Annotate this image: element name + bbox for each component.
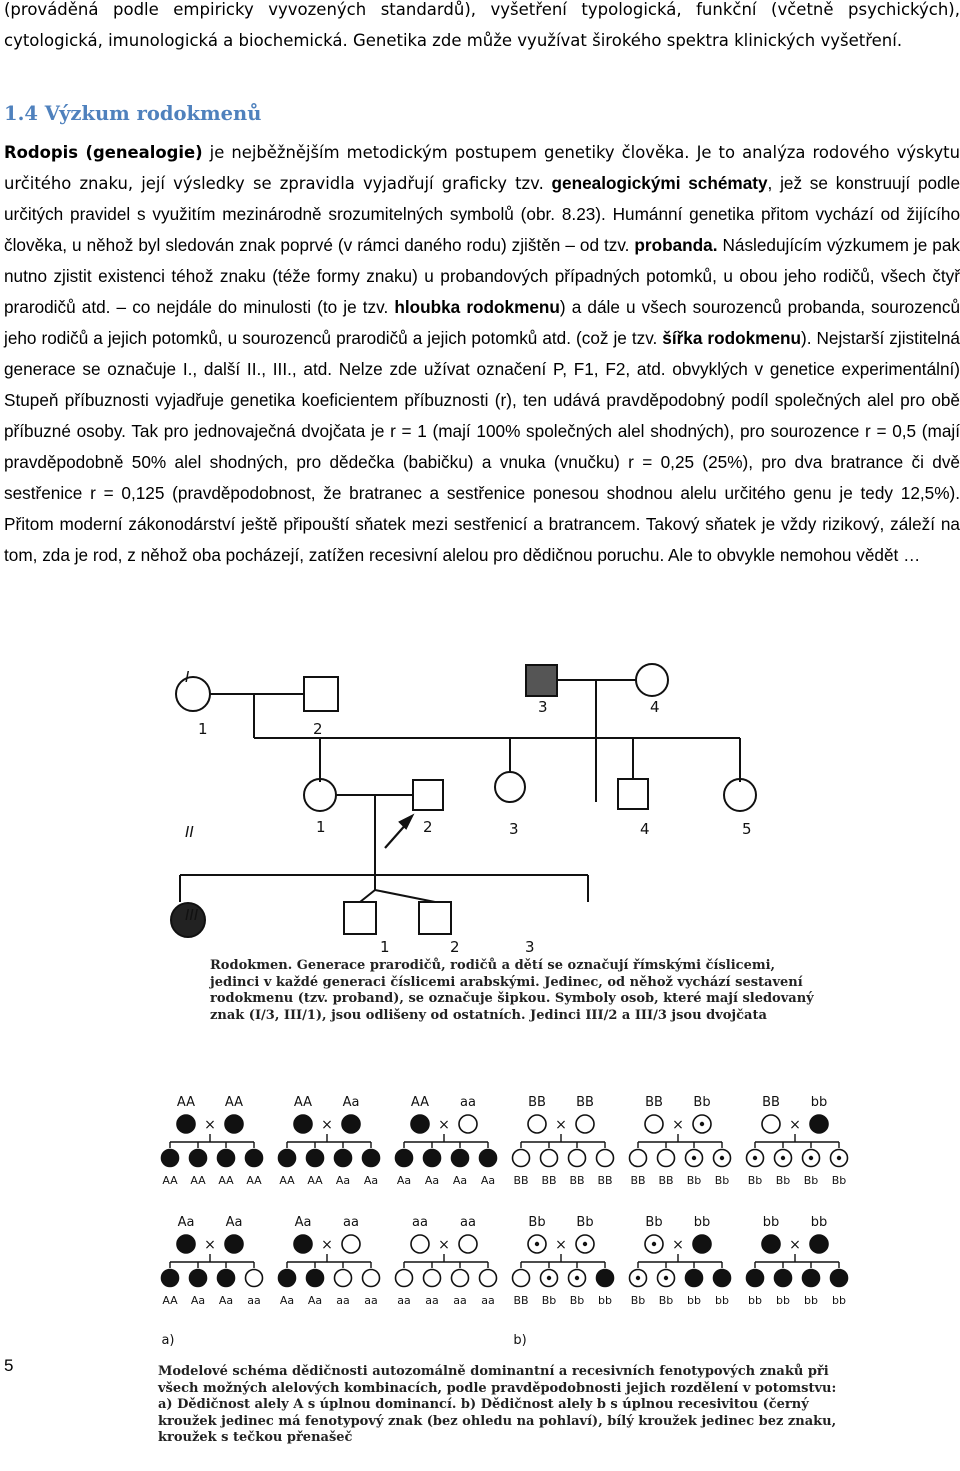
child-symbol [218, 1270, 235, 1287]
child-symbol [246, 1270, 263, 1287]
parent-symbol [693, 1235, 711, 1253]
generation-label-II: II [185, 823, 194, 841]
child-genotype-label: AA [190, 1174, 206, 1187]
gen1-number-2: 2 [313, 720, 323, 738]
generation-label-III: III [185, 906, 199, 924]
cross-icon: × [438, 1117, 450, 1133]
cross-icon: × [672, 1117, 684, 1133]
child-genotype-label: Bb [569, 1294, 585, 1307]
child-symbol [714, 1270, 731, 1287]
gen2-number-5: 5 [742, 820, 752, 838]
child-genotype-label: bb [804, 1294, 818, 1307]
parent-symbol [810, 1235, 828, 1253]
child-symbol-dot [692, 1156, 696, 1160]
child-symbol [831, 1270, 848, 1287]
gen2-number-2: 2 [423, 818, 433, 836]
child-symbol [658, 1150, 675, 1167]
parent-genotype-label: Bb [693, 1095, 711, 1110]
child-symbol [452, 1270, 469, 1287]
child-genotype-label: aa [247, 1294, 261, 1307]
child-symbol [424, 1270, 441, 1287]
child-symbol [424, 1150, 441, 1167]
pedigree-female-II-3 [495, 772, 525, 802]
term-genealogicke-schema: genealogickými schématy [543, 173, 768, 193]
part-label-b: b) [513, 1333, 527, 1348]
parent-genotype-label: BB [645, 1095, 663, 1110]
child-symbol [630, 1150, 647, 1167]
pedigree-male-II-4 [618, 779, 648, 809]
cross-icon: × [204, 1117, 216, 1133]
parent-symbol [411, 1115, 429, 1133]
parent-symbol [342, 1235, 360, 1253]
child-genotype-label: bb [715, 1294, 729, 1307]
cross-icon: × [555, 1237, 567, 1253]
parent-symbol [294, 1115, 312, 1133]
pedigree-affected-male-I-3 [526, 665, 557, 696]
term-sirka: šířka rodokmenu [657, 328, 802, 348]
parent-genotype-label: AA [224, 1095, 244, 1110]
parent-genotype-label: Bb [645, 1215, 663, 1230]
child-symbol-dot [809, 1156, 813, 1160]
cross-icon: × [789, 1117, 801, 1133]
parent-symbol [810, 1115, 828, 1133]
child-symbol [279, 1150, 296, 1167]
child-symbol [480, 1270, 497, 1287]
child-symbol [396, 1150, 413, 1167]
child-genotype-label: Bb [775, 1174, 791, 1187]
child-symbol-dot [575, 1276, 579, 1280]
pedigree-caption: Rodokmen. Generace prarodičů, rodičů a dětí se označují římskými číslicemi, jedinci v každé generaci číslicemi arabskými. Jedinec, od něhož vychází sestavení rodokmenu (tzv. proband), se označuje šipkou. Symboly osob, které mají sledovaný znak (I/3, III/1), jsou odlišeny od ostatních. Jedinci III/2 a III/3 jsou dvojčata [210, 958, 814, 1023]
child-genotype-label: Aa [396, 1174, 412, 1187]
parent-genotype-label: AA [410, 1095, 430, 1110]
gen3-number-2: 2 [450, 938, 460, 956]
pedigree-female-II-1 [304, 779, 336, 811]
child-genotype-label: BB [630, 1174, 646, 1187]
child-genotype-label: BB [658, 1174, 674, 1187]
child-symbol [218, 1150, 235, 1167]
child-genotype-label: BB [513, 1174, 529, 1187]
parent-genotype-label: bb [810, 1095, 828, 1110]
section-title: Výzkum rodokmenů [44, 102, 262, 125]
cross-icon: × [672, 1237, 684, 1253]
child-genotype-label: Aa [480, 1174, 496, 1187]
parent-genotype-label: AA [176, 1095, 196, 1110]
parent-genotype-label: BB [762, 1095, 780, 1110]
gen1-number-4: 4 [650, 698, 660, 716]
child-symbol [775, 1270, 792, 1287]
gen3-number-1: 1 [380, 938, 390, 956]
child-genotype-label: AA [162, 1294, 178, 1307]
child-symbol-dot [837, 1156, 841, 1160]
child-genotype-label: Bb [831, 1174, 847, 1187]
child-genotype-label: bb [832, 1294, 846, 1307]
child-symbol [686, 1270, 703, 1287]
child-symbol [452, 1150, 469, 1167]
cross-icon: × [438, 1237, 450, 1253]
child-symbol-dot [664, 1276, 668, 1280]
parent-symbol-dot [583, 1242, 587, 1246]
parent-symbol [645, 1115, 663, 1133]
child-genotype-label: Bb [803, 1174, 819, 1187]
child-genotype-label: Bb [686, 1174, 702, 1187]
child-genotype-label: AA [246, 1174, 262, 1187]
part-label-a: a) [161, 1333, 175, 1348]
child-genotype-label: BB [541, 1174, 557, 1187]
parent-genotype-label: bb [693, 1215, 711, 1230]
cross-icon: × [321, 1237, 333, 1253]
child-symbol [747, 1270, 764, 1287]
cross-icon: × [555, 1117, 567, 1133]
child-genotype-label: BB [597, 1174, 613, 1187]
child-symbol [597, 1150, 614, 1167]
parent-genotype-label: bb [810, 1215, 828, 1230]
parent-genotype-label: aa [460, 1095, 476, 1110]
parent-genotype-label: AA [293, 1095, 313, 1110]
parent-genotype-label: BB [528, 1095, 546, 1110]
child-symbol [307, 1270, 324, 1287]
main-paragraph [4, 137, 960, 571]
child-symbol [513, 1270, 530, 1287]
inheritance-diagram [150, 1086, 862, 1356]
child-genotype-label: AA [279, 1174, 295, 1187]
term-probanda: probanda. [629, 235, 718, 255]
cross-icon: × [321, 1117, 333, 1133]
child-genotype-label: AA [162, 1174, 178, 1187]
child-genotype-label: bb [748, 1294, 762, 1307]
parent-genotype-label: aa [460, 1215, 476, 1230]
gen3-number-3: 3 [525, 938, 535, 956]
parent-genotype-label: Bb [576, 1215, 594, 1230]
parent-symbol-dot [700, 1122, 704, 1126]
child-genotype-label: Bb [658, 1294, 674, 1307]
parent-symbol-dot [535, 1242, 539, 1246]
parent-symbol [411, 1235, 429, 1253]
parent-symbol [576, 1115, 594, 1133]
term-rodopis: Rodopis (genealogie) [4, 143, 203, 162]
child-symbol [279, 1270, 296, 1287]
parent-genotype-label: bb [762, 1215, 780, 1230]
parent-symbol [177, 1115, 195, 1133]
gen2-number-1: 1 [316, 818, 326, 836]
child-genotype-label: aa [336, 1294, 350, 1307]
inheritance-figure [150, 1086, 862, 1466]
child-genotype-label: bb [687, 1294, 701, 1307]
child-symbol-dot [720, 1156, 724, 1160]
child-symbol-dot [781, 1156, 785, 1160]
parent-genotype-label: Aa [342, 1095, 360, 1110]
child-genotype-label: Aa [190, 1294, 206, 1307]
parent-genotype-label: Bb [528, 1215, 546, 1230]
child-symbol [363, 1150, 380, 1167]
pedigree-female-I-1 [176, 677, 210, 711]
parent-symbol [459, 1235, 477, 1253]
text-s2: , jež se konstruují podle určitých pravidel s využitím mezinárodně srozumitelných symbolů (obr. 8.23). Humánní genetika přitom vychází od žijícího člověka, u něhož byl sledován znak poprvé (v rámci daného rodu) zjištěn – od tzv. [4, 173, 960, 255]
pedigree-female-II-5 [724, 779, 756, 811]
child-genotype-label: aa [364, 1294, 378, 1307]
child-genotype-label: BB [513, 1294, 529, 1307]
gen1-number-3: 3 [538, 698, 548, 716]
cross-icon: × [204, 1237, 216, 1253]
child-symbol [246, 1150, 263, 1167]
pedigree-diagram [130, 662, 856, 962]
gen2-number-3: 3 [509, 820, 519, 838]
child-genotype-label: Bb [747, 1174, 763, 1187]
child-genotype-label: aa [397, 1294, 411, 1307]
pedigree-male-III-3 [419, 902, 451, 934]
child-genotype-label: Bb [630, 1294, 646, 1307]
child-genotype-label: aa [425, 1294, 439, 1307]
child-genotype-label: Aa [424, 1174, 440, 1187]
pedigree-male-III-2 [344, 902, 376, 934]
intro-paragraph: (prováděná podle empiricky vyvozených standardů), vyšetření typologická, funkční (včetně psychických), cytologická, imunologická a biochemická. Genetika zde může využívat širokého spektra klinických vyšetření. [4, 0, 960, 50]
child-genotype-label: Aa [279, 1294, 295, 1307]
parent-symbol [762, 1235, 780, 1253]
child-genotype-label: aa [481, 1294, 495, 1307]
parent-genotype-label: aa [412, 1215, 428, 1230]
child-genotype-label: Aa [363, 1174, 379, 1187]
parent-symbol [177, 1235, 195, 1253]
child-symbol [162, 1150, 179, 1167]
pedigree-male-I-2 [304, 677, 338, 711]
text-s1: je nejběžnějším metodickým postupem genetiky člověka. Je to analýza rodového výskytu určitého znaku, její výsledky se zpravidla vyjadřují graficky tzv. [4, 143, 960, 193]
child-symbol [597, 1270, 614, 1287]
text-s5: ). Nejstarší zjistitelná generace se označuje I., další II., III., atd. Nelze zde užívat označení P, F1, F2, atd. obvyklých v genetice experimentální) Stupeň příbuznosti vyjadřuje genetika koeficientem příbuznosti (r), ten udává pravděpodobný podíl společných alel pro obě příbuzné osoby. Tak pro jednovaječná dvojčata je r = 1 (mají 100% společných alel shodných), pro sourozence r = 0,5 (mají pravděpodobně 50% alel shodných, pro dědečka (babičku) a vnuka (vnučku) r = 0,25 (25%), pro dva bratrance či dvě sestřenice r = 0,125 (pravděpodobnost, že bratranec a sestřenice ponesou shodnou alelu určitého genu je tedy 12,5%). Přitom moderní zákonodárství ještě připouští sňatek mezi sestřenicí a bratrancem. Takový sňatek je vždy rizikový, záleží na tom, zda je rod, z něhož oba pocházejí, zatížen recesivní alelou pro dědičnou poruchu. Ale to obvykle nemohou vědět … [4, 328, 960, 565]
pedigree-figure [130, 662, 856, 1046]
pedigree-proband-II-2 [413, 780, 443, 810]
text-s3: Následujícím výzkumem je pak nutno zjistit existenci téhož znaku (téže formy znaku) u probandových případných potomků, u obou jeho rodičů, všech čtyř prarodičů atd. – co nejdále do minulosti (to je tzv. [4, 235, 960, 317]
child-symbol [396, 1270, 413, 1287]
child-genotype-label: bb [598, 1294, 612, 1307]
term-hloubka: hloubka rodokmenu [388, 297, 560, 317]
child-genotype-label: Aa [307, 1294, 323, 1307]
gen1-number-1: 1 [198, 720, 208, 738]
proband-arrow-icon [385, 816, 412, 848]
section-number: 1.4 [4, 102, 38, 125]
child-symbol-dot [753, 1156, 757, 1160]
child-symbol [335, 1270, 352, 1287]
child-genotype-label: Bb [541, 1294, 557, 1307]
child-genotype-label: Bb [714, 1174, 730, 1187]
parent-genotype-label: BB [576, 1095, 594, 1110]
inheritance-caption: Modelové schéma dědičnosti autozomálně dominantní a recesivních fenotypových znaků při všech možných alelových kombinacích, podle pravděpodobnosti jejich rozdělení v potomstvu: a) Dědičnost alely A s úplnou dominancí. b) Dědičnost alely b s úplnou recesivitou (černý kroužek jedinec má fenotypový znak (bez ohledu na pohlaví), bílý kroužek jedinec bez znaku, kroužek s tečkou přenašeč [158, 1364, 837, 1445]
cross-icon: × [789, 1237, 801, 1253]
section-heading [4, 102, 261, 125]
pedigree-female-I-4 [636, 664, 668, 696]
child-genotype-label: BB [569, 1174, 585, 1187]
child-symbol [541, 1150, 558, 1167]
child-symbol-dot [547, 1276, 551, 1280]
child-symbol [363, 1270, 380, 1287]
child-symbol [307, 1150, 324, 1167]
child-symbol [190, 1150, 207, 1167]
child-genotype-label: bb [776, 1294, 790, 1307]
child-symbol-dot [636, 1276, 640, 1280]
child-genotype-label: aa [453, 1294, 467, 1307]
child-symbol [803, 1270, 820, 1287]
parent-symbol [459, 1115, 477, 1133]
text-s4: ) a dále u všech sourozenců probanda, sourozenců jeho rodičů a jejich potomků, u sourozenců prarodičů a jejich potomků atd. (což je tzv. [4, 297, 960, 348]
parent-symbol [528, 1115, 546, 1133]
page-number: 5 [4, 1356, 14, 1375]
child-symbol [513, 1150, 530, 1167]
parent-genotype-label: Aa [294, 1215, 312, 1230]
parent-genotype-label: Aa [225, 1215, 243, 1230]
parent-symbol [225, 1115, 243, 1133]
child-symbol [190, 1270, 207, 1287]
parent-genotype-label: Aa [177, 1215, 195, 1230]
child-genotype-label: AA [218, 1174, 234, 1187]
child-genotype-label: AA [307, 1174, 323, 1187]
child-genotype-label: Aa [335, 1174, 351, 1187]
child-genotype-label: Aa [218, 1294, 234, 1307]
parent-symbol [342, 1115, 360, 1133]
child-symbol [569, 1150, 586, 1167]
child-symbol [162, 1270, 179, 1287]
parent-symbol [762, 1115, 780, 1133]
parent-genotype-label: aa [343, 1215, 359, 1230]
generation-label-I: I [185, 668, 190, 686]
child-symbol [480, 1150, 497, 1167]
gen2-number-4: 4 [640, 820, 650, 838]
parent-symbol [294, 1235, 312, 1253]
parent-symbol [225, 1235, 243, 1253]
child-symbol [335, 1150, 352, 1167]
parent-symbol-dot [652, 1242, 656, 1246]
child-genotype-label: Aa [452, 1174, 468, 1187]
